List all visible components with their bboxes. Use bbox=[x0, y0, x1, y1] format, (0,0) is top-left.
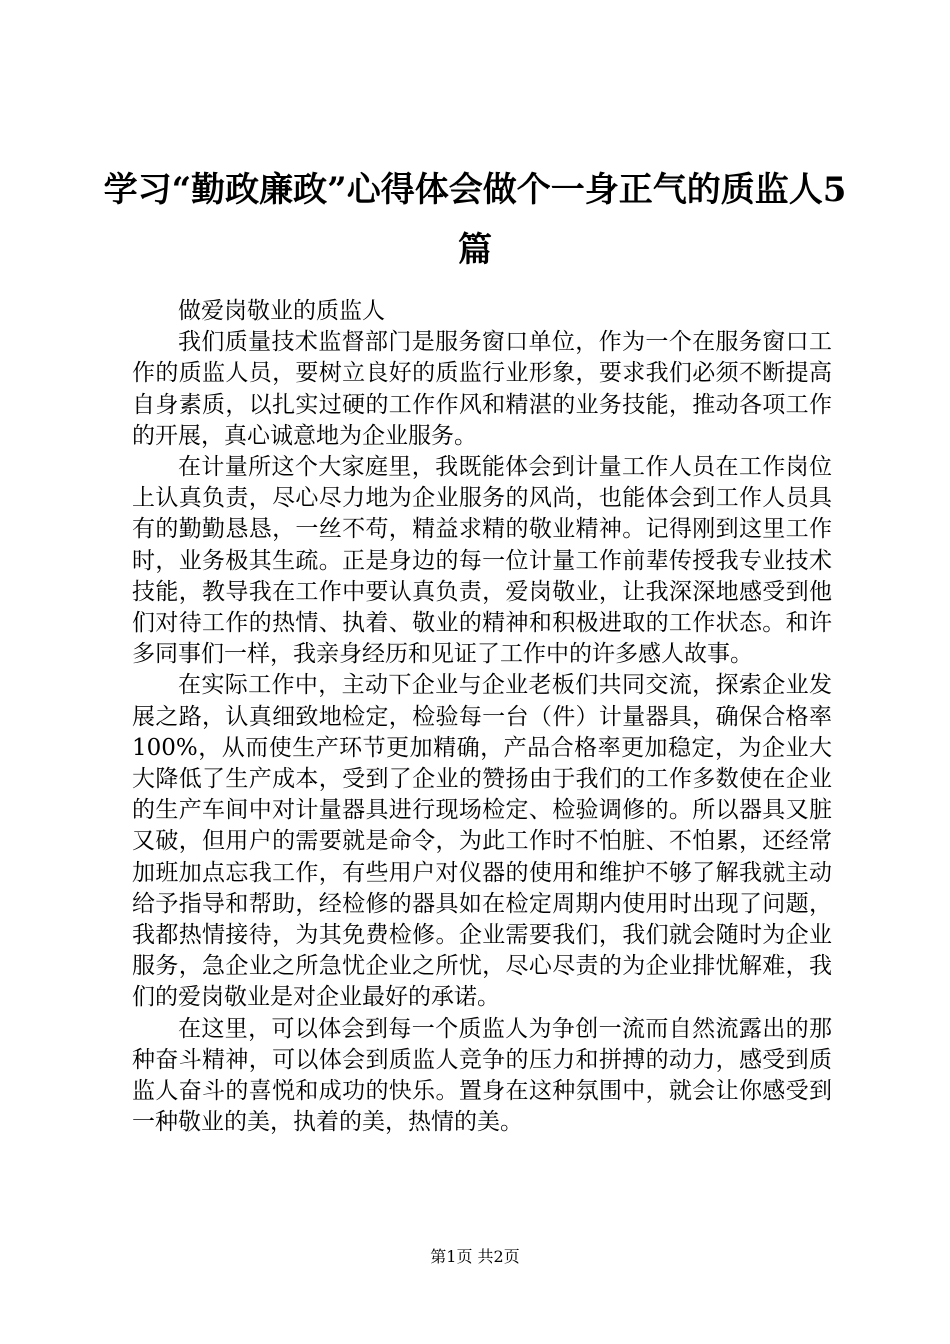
document-body bbox=[132, 296, 832, 1138]
document-title: 学习“勤政廉政”心得体会做个一身正气的质监人5篇 bbox=[103, 170, 847, 270]
paragraph-3: 在实际工作中，主动下企业与企业老板们共同交流，探索企业发展之路，认真细致地检定，检验每一台（件）计量器具，确保合格率100%，从而使生产环节更加精确，产品合格率更加稳定，为企业大大降低了生产成本，受到了企业的赞扬由于我们的工作多数使在企业的生产车间中对计量器具进行现场检定、检验调修的。所以器具又脏又破，但用户的需要就是命令，为此工作时不怕脏、不怕累，还经常加班加点忘我工作，有些用户对仪器的使用和维护不够了解我就主动给予指导和帮助，经检修的器具如在检定周期内使用时出现了问题，我都热情接待，为其免费检修。企业需要我们，我们就会随时为企业服务，急企业之所急忧企业之所忧，尽心尽责的为企业排忧解难，我们的爱岗敬业是对企业最好的承诺。 bbox=[132, 672, 832, 1011]
paragraph-1: 我们质量技术监督部门是服务窗口单位，作为一个在服务窗口工作的质监人员，要树立良好的质监行业形象，要求我们必须不断提高自身素质，以扎实过硬的工作作风和精湛的业务技能，推动各项工作的开展，真心诚意地为企业服务。 bbox=[132, 329, 832, 449]
paragraph-4: 在这里，可以体会到每一个质监人为争创一流而自然流露出的那种奋斗精神，可以体会到质监人竞争的压力和拼搏的动力，感受到质监人奋斗的喜悦和成功的快乐。置身在这种氛围中，就会让你感受到一种敬业的美，执着的美，热情的美。 bbox=[132, 1015, 832, 1136]
page-footer: 第1页 共2页 bbox=[430, 1247, 520, 1266]
section-heading: 做爱岗敬业的质监人 bbox=[178, 298, 385, 324]
paragraph-2: 在计量所这个大家庭里，我既能体会到计量工作人员在工作岗位上认真负责，尽心尽力地为企业服务的风尚，也能体会到工作人员具有的勤勤恳恳，一丝不苟，精益求精的敬业精神。记得刚到这里工作时，业务极其生疏。正是身边的每一位计量工作前辈传授我专业技术技能，教导我在工作中要认真负责，爱岗敬业，让我深深地感受到他们对待工作的热情、执着、敬业的精神和积极进取的工作状态。和许多同事们一样，我亲身经历和见证了工作中的许多感人故事。 bbox=[132, 454, 832, 668]
